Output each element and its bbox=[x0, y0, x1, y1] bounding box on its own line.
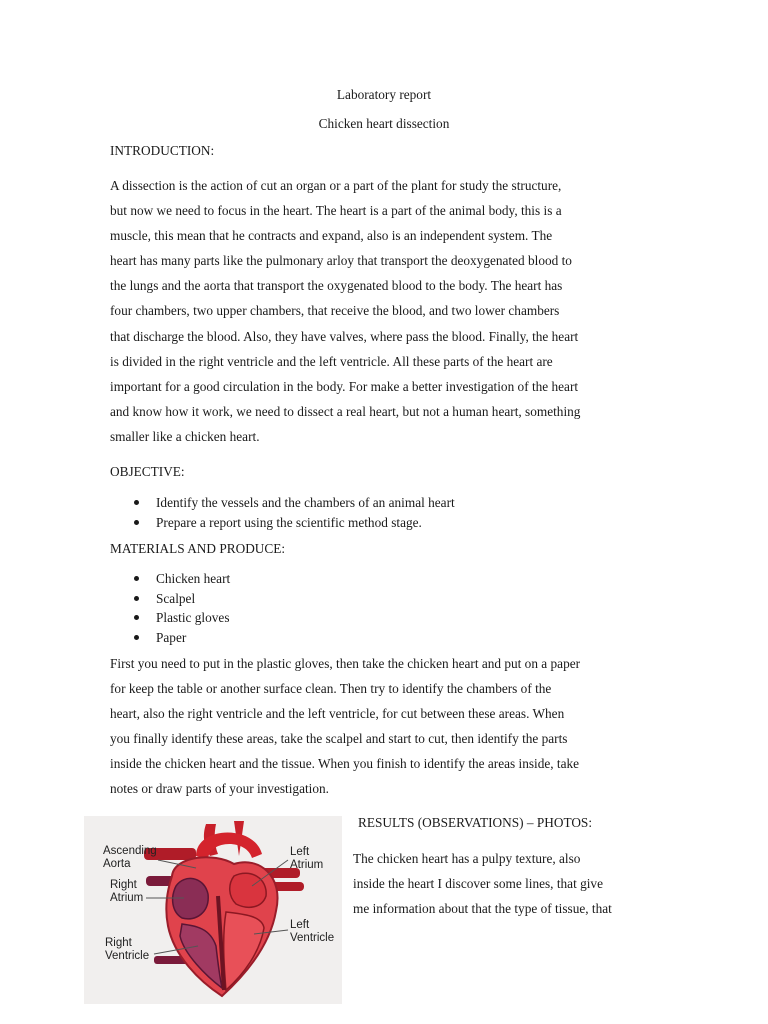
results-paragraph bbox=[353, 846, 612, 921]
introduction-heading: INTRODUCTION: bbox=[110, 143, 215, 158]
label-line: Right bbox=[110, 879, 137, 891]
label-line: Ventricle bbox=[105, 950, 150, 962]
paragraph-line: heart has many parts like the pulmonary arloy that transport the deoxygenated blood to bbox=[110, 253, 572, 269]
list-item: Plastic gloves bbox=[134, 608, 230, 628]
paragraph-line: muscle, this mean that he contracts and expand, also is an independent system. The bbox=[110, 228, 553, 244]
list-item: Prepare a report using the scientific method stage. bbox=[134, 513, 455, 533]
heart-diagram-figure bbox=[84, 816, 342, 1004]
label-right-atrium bbox=[110, 879, 143, 905]
materials-list bbox=[134, 569, 230, 647]
list-item: Paper bbox=[134, 628, 230, 648]
paragraph-line: The chicken heart has a pulpy texture, also bbox=[353, 851, 581, 866]
list-item: Chicken heart bbox=[134, 569, 230, 589]
paragraph-line: notes or draw parts of your investigation. bbox=[110, 781, 329, 797]
right-atrium-shape bbox=[173, 878, 209, 918]
label-right-ventricle bbox=[105, 937, 149, 963]
paragraph-line: you finally identify these areas, take the scalpel and start to cut, then identify the parts bbox=[110, 731, 568, 747]
page-title: Laboratory report bbox=[336, 87, 432, 102]
label-line: Left bbox=[290, 919, 310, 931]
objective-heading: OBJECTIVE: bbox=[110, 464, 185, 479]
label-line: Ascending bbox=[103, 845, 157, 857]
list-item: Scalpel bbox=[134, 589, 230, 609]
left-atrium-shape bbox=[230, 873, 266, 907]
paragraph-line: for keep the table or another surface clean. Then try to identify the chambers of the bbox=[110, 681, 552, 697]
label-line: Right bbox=[105, 937, 132, 949]
paragraph-line: important for a good circulation in the body. For make a better investigation of the heart bbox=[110, 378, 579, 394]
paragraph-line: inside the heart I discover some lines, that give bbox=[353, 876, 603, 892]
paragraph-line: smaller like a chicken heart. bbox=[110, 428, 260, 444]
label-line: Aorta bbox=[103, 858, 131, 870]
materials-heading: MATERIALS AND PRODUCE: bbox=[110, 541, 286, 556]
label-left-ventricle bbox=[290, 919, 334, 945]
paragraph-line: is divided in the right ventricle and the left ventricle. All these parts of the heart are bbox=[110, 353, 553, 369]
label-line: Atrium bbox=[290, 859, 324, 871]
label-line: Atrium bbox=[110, 892, 144, 904]
paragraph-line: A dissection is the action of cut an organ or a part of the plant for study the structure, bbox=[110, 178, 562, 193]
paragraph-line: four chambers, two upper chambers, that receive the blood, and two lower chambers bbox=[110, 303, 560, 319]
introduction-paragraph bbox=[110, 173, 662, 449]
page-subtitle: Chicken heart dissection bbox=[318, 116, 450, 131]
paragraph-line: the lungs and the aorta that transport the oxygenated blood to the body. The heart has bbox=[110, 278, 563, 294]
paragraph-line: and know how it work, we need to dissect a real heart, but not a human heart, something bbox=[110, 403, 581, 419]
paragraph-line: me information about that the type of tissue, that bbox=[353, 901, 612, 917]
list-item: Identify the vessels and the chambers of an animal heart bbox=[134, 493, 455, 513]
paragraph-line: that discharge the blood. Also, they have valves, where pass the blood. Finally, the heart bbox=[110, 328, 579, 344]
paragraph-line: but now we need to focus in the heart. The heart is a part of the animal body, this is a bbox=[110, 203, 562, 219]
label-ascending-aorta bbox=[103, 845, 157, 871]
label-left-atrium bbox=[290, 846, 323, 872]
label-line: Ventricle bbox=[290, 932, 335, 944]
objective-list bbox=[134, 493, 455, 532]
procedure-paragraph bbox=[110, 651, 662, 802]
label-line: Left bbox=[290, 846, 310, 858]
paragraph-line: heart, also the right ventricle and the left ventricle, for cut between these areas. When bbox=[110, 706, 565, 722]
paragraph-line: inside the chicken heart and the tissue. When you finish to identify the areas inside, take bbox=[110, 756, 580, 772]
results-heading: RESULTS (OBSERVATIONS) – PHOTOS: bbox=[358, 815, 593, 830]
paragraph-line: First you need to put in the plastic gloves, then take the chicken heart and put on a paper bbox=[110, 656, 581, 671]
